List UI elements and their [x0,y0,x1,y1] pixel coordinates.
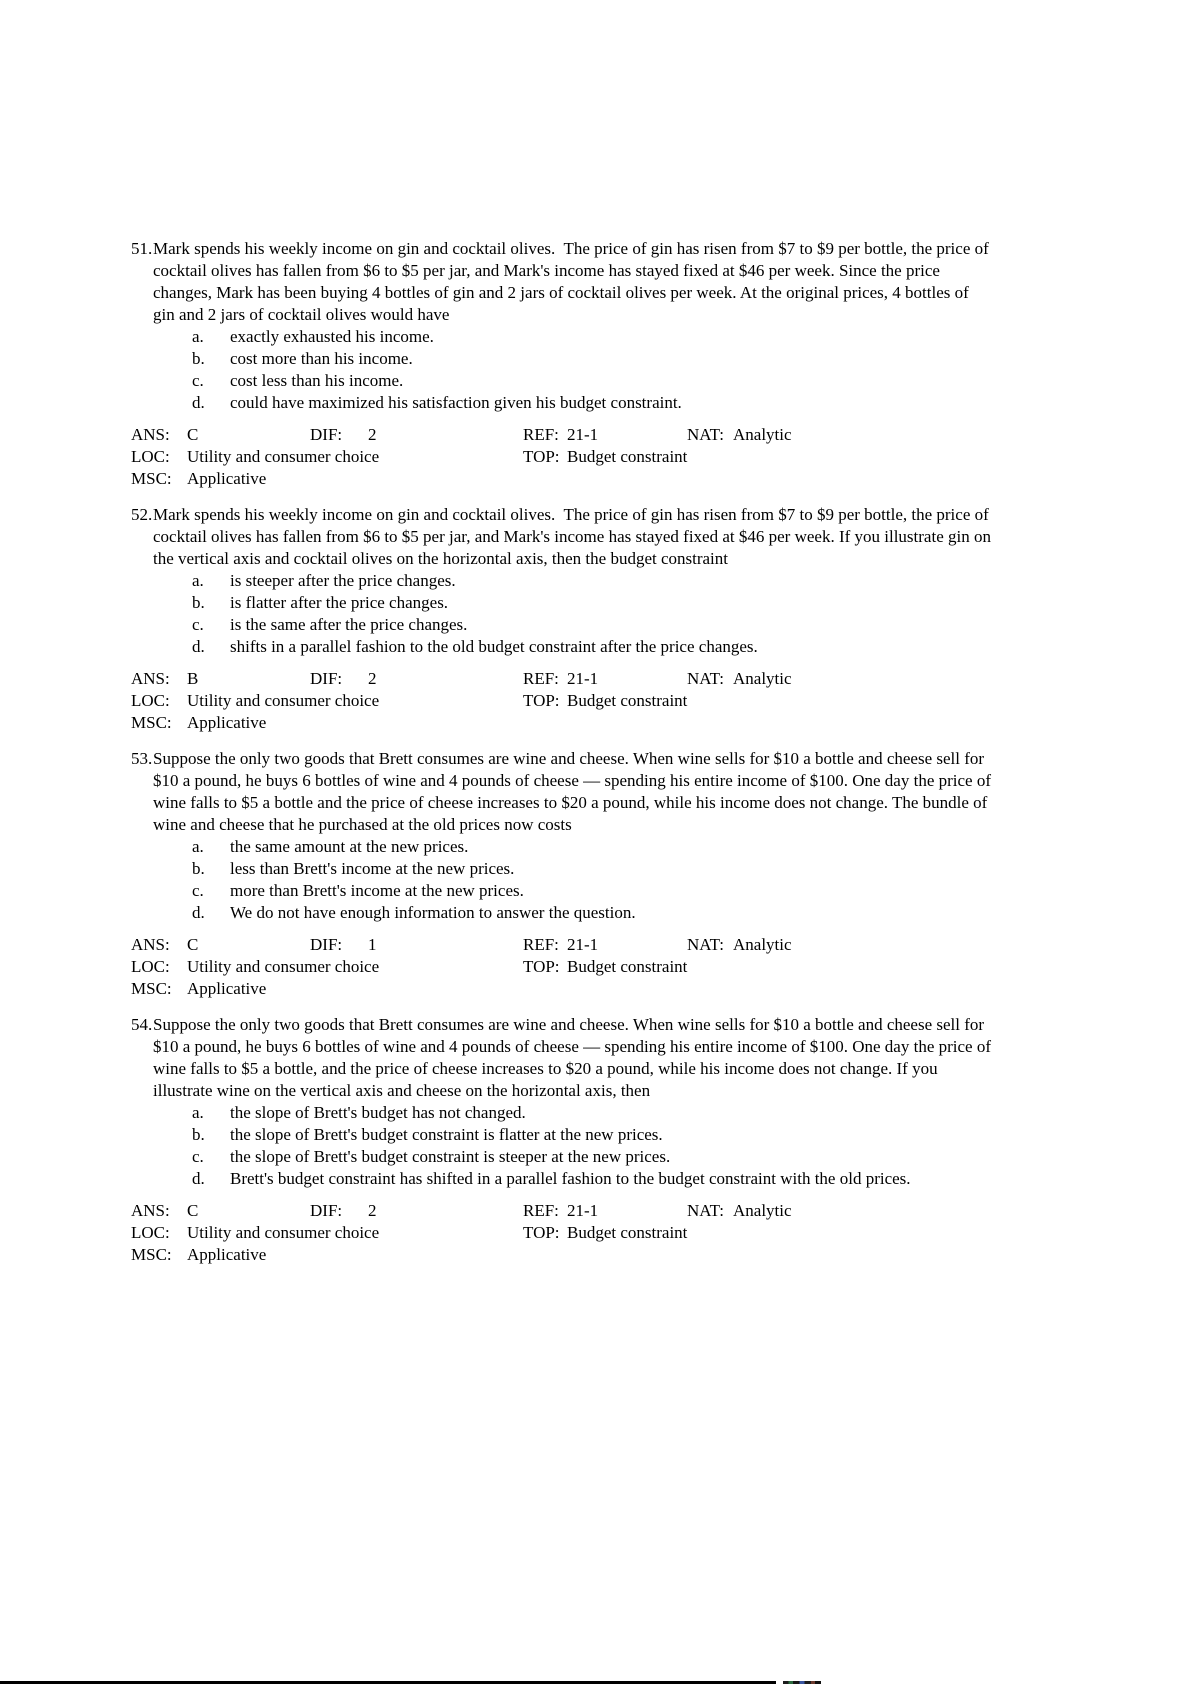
ans-label: ANS: [131,669,170,688]
nat-value: Analytic [733,1201,792,1220]
option-letter: c. [192,615,204,634]
option-letter: b. [192,349,205,368]
option-b [192,592,1191,614]
question-text: Mark spends his weekly income on gin and cocktail olives. The price of gin has risen from $7 to $9 per bottle, the price of cocktail olives has fallen from $6 to $5 per jar, and Mark's income has stayed fixed at $46 per week. Since the price changes, Mark has been buying 4 bottles of gin and 2 jars of cocktail olives per week. At the original prices, 4 bottles of gin and 2 jars of cocktail olives would have [153,239,994,324]
loc-value: Utility and consumer choice [187,691,380,710]
question-number: 52. [131,505,153,524]
option-text: is flatter after the price changes. [230,593,449,612]
msc-label: MSC: [131,469,172,488]
question-number: 51. [131,239,153,258]
option-a [192,836,1191,858]
dif-label: DIF: [310,935,343,954]
option-c [192,370,1191,392]
top-value: Budget constraint [567,691,688,710]
ans-label: ANS: [131,935,170,954]
options-list [0,326,1191,414]
top-value: Budget constraint [567,957,688,976]
dif-label: DIF: [310,1201,343,1220]
dif-value: 2 [368,669,377,688]
option-letter: b. [192,859,205,878]
option-text: the same amount at the new prices. [230,837,469,856]
option-d [192,392,1191,414]
option-letter: a. [192,1103,204,1122]
loc-value: Utility and consumer choice [187,957,380,976]
ref-label: REF: [523,935,559,954]
meta-row-2 [0,690,1191,712]
msc-value: Applicative [187,469,267,488]
ref-value: 21-1 [567,935,599,954]
nat-label: NAT: [687,425,724,444]
option-letter: b. [192,593,205,612]
loc-label: LOC: [131,447,170,466]
top-label: TOP: [523,691,560,710]
option-b [192,858,1191,880]
option-c [192,1146,1191,1168]
ans-label: ANS: [131,1201,170,1220]
option-text: the slope of Brett's budget has not changed. [230,1103,526,1122]
option-c [192,880,1191,902]
option-letter: c. [192,881,204,900]
meta-row-1 [0,424,1191,446]
option-c [192,614,1191,636]
top-label: TOP: [523,1223,560,1242]
loc-value: Utility and consumer choice [187,447,380,466]
answer-meta [0,668,1191,734]
option-a [192,1102,1191,1124]
msc-value: Applicative [187,1245,267,1264]
meta-row-2 [0,956,1191,978]
question-52 [0,504,1191,734]
loc-label: LOC: [131,1223,170,1242]
options-list [0,570,1191,658]
answer-meta [0,934,1191,1000]
option-letter: c. [192,1147,204,1166]
meta-row-3 [0,468,1191,490]
ref-value: 21-1 [567,1201,599,1220]
taskbar-peek-artifact [783,1681,821,1684]
option-text: cost more than his income. [230,349,413,368]
meta-row-1 [0,668,1191,690]
option-letter: a. [192,571,204,590]
question-number: 53. [131,749,153,768]
ans-value: C [187,935,199,954]
option-a [192,326,1191,348]
top-value: Budget constraint [567,447,688,466]
meta-row-2 [0,446,1191,468]
options-list [0,1102,1191,1190]
answer-meta [0,1200,1191,1266]
meta-row-3 [0,1244,1191,1266]
dif-label: DIF: [310,669,343,688]
question-text: Mark spends his weekly income on gin and cocktail olives. The price of gin has risen from $7 to $9 per bottle, the price of cocktail olives has fallen from $6 to $5 per jar, and Mark's income has stayed fixed at $46 per week. If you illustrate gin on the vertical axis and cocktail olives on the horizontal axis, then the budget constraint [153,505,996,568]
option-letter: d. [192,393,205,412]
dif-value: 2 [368,1201,377,1220]
option-d [192,1168,1191,1190]
dif-value: 2 [368,425,377,444]
nat-value: Analytic [733,425,792,444]
option-letter: d. [192,637,205,656]
ref-value: 21-1 [567,669,599,688]
option-text: is steeper after the price changes. [230,571,456,590]
top-value: Budget constraint [567,1223,688,1242]
msc-value: Applicative [187,713,267,732]
window-edge-bar [0,1681,776,1684]
option-letter: a. [192,837,204,856]
msc-label: MSC: [131,713,172,732]
option-a [192,570,1191,592]
question-head [0,1014,1191,1102]
option-text: exactly exhausted his income. [230,327,434,346]
question-head [0,504,1191,570]
loc-label: LOC: [131,691,170,710]
option-b [192,1124,1191,1146]
question-number: 54. [131,1015,153,1034]
option-text: Brett's budget constraint has shifted in a parallel fashion to the budget constraint with the old prices. [230,1169,911,1188]
option-text: is the same after the price changes. [230,615,468,634]
option-letter: b. [192,1125,205,1144]
option-text: could have maximized his satisfaction given his budget constraint. [230,393,682,412]
nat-label: NAT: [687,935,724,954]
msc-label: MSC: [131,1245,172,1264]
meta-row-1 [0,934,1191,956]
question-text: Suppose the only two goods that Brett consumes are wine and cheese. When wine sells for $10 a bottle and cheese sell for $10 a pound, he buys 6 bottles of wine and 4 pounds of cheese — spending his entire income of $100. One day the price of wine falls to $5 a bottle and the price of cheese increases to $20 a pound, while his income does not change. The bundle of wine and cheese that he purchased at the old prices now costs [153,749,996,834]
nat-label: NAT: [687,1201,724,1220]
ans-value: C [187,1201,199,1220]
top-label: TOP: [523,447,560,466]
nat-value: Analytic [733,935,792,954]
option-d [192,902,1191,924]
meta-row-1 [0,1200,1191,1222]
meta-row-2 [0,1222,1191,1244]
option-d [192,636,1191,658]
option-letter: c. [192,371,204,390]
ref-label: REF: [523,425,559,444]
option-text: more than Brett's income at the new prices. [230,881,524,900]
options-list [0,836,1191,924]
option-b [192,348,1191,370]
ref-value: 21-1 [567,425,599,444]
question-51 [0,238,1191,490]
option-text: the slope of Brett's budget constraint is flatter at the new prices. [230,1125,663,1144]
ref-label: REF: [523,669,559,688]
option-text: cost less than his income. [230,371,404,390]
msc-value: Applicative [187,979,267,998]
option-letter: a. [192,327,204,346]
option-text: shifts in a parallel fashion to the old budget constraint after the price changes. [230,637,758,656]
question-head [0,748,1191,836]
answer-meta [0,424,1191,490]
dif-value: 1 [368,935,377,954]
ans-value: B [187,669,199,688]
ref-label: REF: [523,1201,559,1220]
ans-label: ANS: [131,425,170,444]
loc-value: Utility and consumer choice [187,1223,380,1242]
question-head [0,238,1191,326]
top-label: TOP: [523,957,560,976]
document-page [0,238,1191,1280]
option-text: the slope of Brett's budget constraint is steeper at the new prices. [230,1147,671,1166]
nat-label: NAT: [687,669,724,688]
nat-value: Analytic [733,669,792,688]
option-text: We do not have enough information to answer the question. [230,903,636,922]
question-text: Suppose the only two goods that Brett consumes are wine and cheese. When wine sells for $10 a bottle and cheese sell for $10 a pound, he buys 6 bottles of wine and 4 pounds of cheese — spending his entire income of $100. One day the price of wine falls to $5 a bottle, and the price of cheese increases to $20 a pound, while his income does not change. If you illustrate wine on the vertical axis and cheese on the horizontal axis, then [153,1015,996,1100]
question-53 [0,748,1191,1000]
loc-label: LOC: [131,957,170,976]
ans-value: C [187,425,199,444]
msc-label: MSC: [131,979,172,998]
option-letter: d. [192,1169,205,1188]
question-54 [0,1014,1191,1266]
option-letter: d. [192,903,205,922]
meta-row-3 [0,978,1191,1000]
option-text: less than Brett's income at the new prices. [230,859,515,878]
dif-label: DIF: [310,425,343,444]
meta-row-3 [0,712,1191,734]
